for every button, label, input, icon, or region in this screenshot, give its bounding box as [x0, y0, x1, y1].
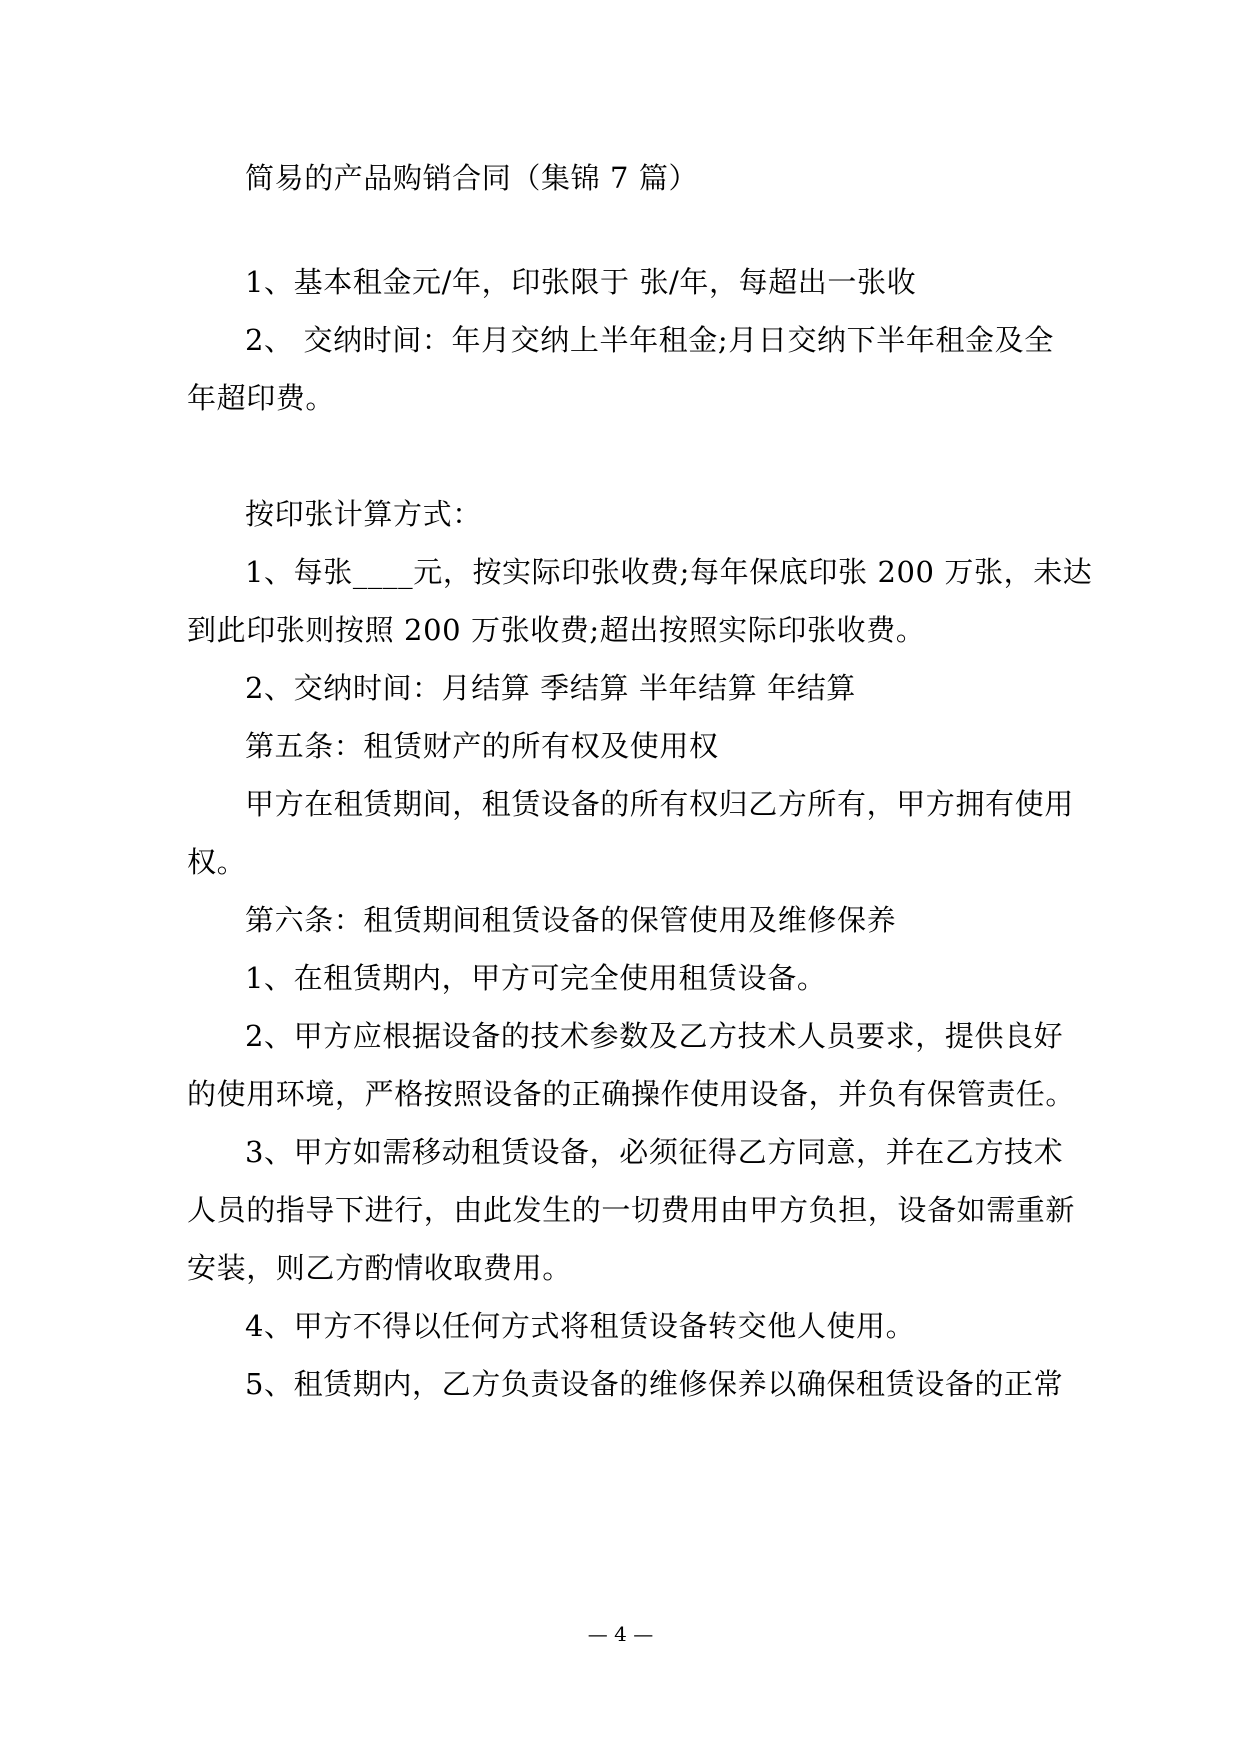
paragraph-line: 5、租赁期内，乙方负责设备的维修保养以确保租赁设备的正常	[245, 1367, 1064, 1401]
paragraph-line: 到此印张则按照 200 万张收费;超出按照实际印张收费。	[187, 613, 926, 647]
paragraph-line: 4、甲方不得以任何方式将租赁设备转交他人使用。	[245, 1309, 916, 1343]
section-heading: 第五条：租赁财产的所有权及使用权	[245, 729, 719, 763]
paragraph-line: 2、 交纳时间：年月交纳上半年租金;月日交纳下半年租金及全	[245, 323, 1054, 357]
paragraph-line: 2、交纳时间：月结算 季结算 半年结算 年结算	[245, 671, 856, 705]
paragraph-line: 甲方在租赁期间，租赁设备的所有权归乙方所有，甲方拥有使用	[245, 787, 1074, 821]
paragraph-line: 权。	[187, 845, 247, 879]
paragraph-line: 1、在租赁期内，甲方可完全使用租赁设备。	[245, 961, 827, 995]
document-title: 简易的产品购销合同（集锦 7 篇）	[245, 161, 699, 195]
paragraph-line: 1、每张____元，按实际印张收费;每年保底印张 200 万张，未达	[245, 555, 1093, 589]
paragraph-line: 的使用环境，严格按照设备的正确操作使用设备，并负有保管责任。	[187, 1077, 1076, 1111]
paragraph-line: 1、基本租金元/年，印张限于 张/年，每超出一张收	[245, 265, 917, 299]
section-heading: 第六条：租赁期间租赁设备的保管使用及维修保养	[245, 903, 897, 937]
paragraph-line: 3、甲方如需移动租赁设备，必须征得乙方同意，并在乙方技术	[245, 1135, 1064, 1169]
paragraph-line: 人员的指导下进行，由此发生的一切费用由甲方负担，设备如需重新	[187, 1193, 1076, 1227]
paragraph-line: 2、甲方应根据设备的技术参数及乙方技术人员要求，提供良好	[245, 1019, 1064, 1053]
paragraph-line: 按印张计算方式：	[245, 497, 482, 531]
page-number: — 4 —	[587, 1622, 654, 1646]
paragraph-line: 安装，则乙方酌情收取费用。	[187, 1251, 572, 1285]
paragraph-line: 年超印费。	[187, 381, 336, 415]
